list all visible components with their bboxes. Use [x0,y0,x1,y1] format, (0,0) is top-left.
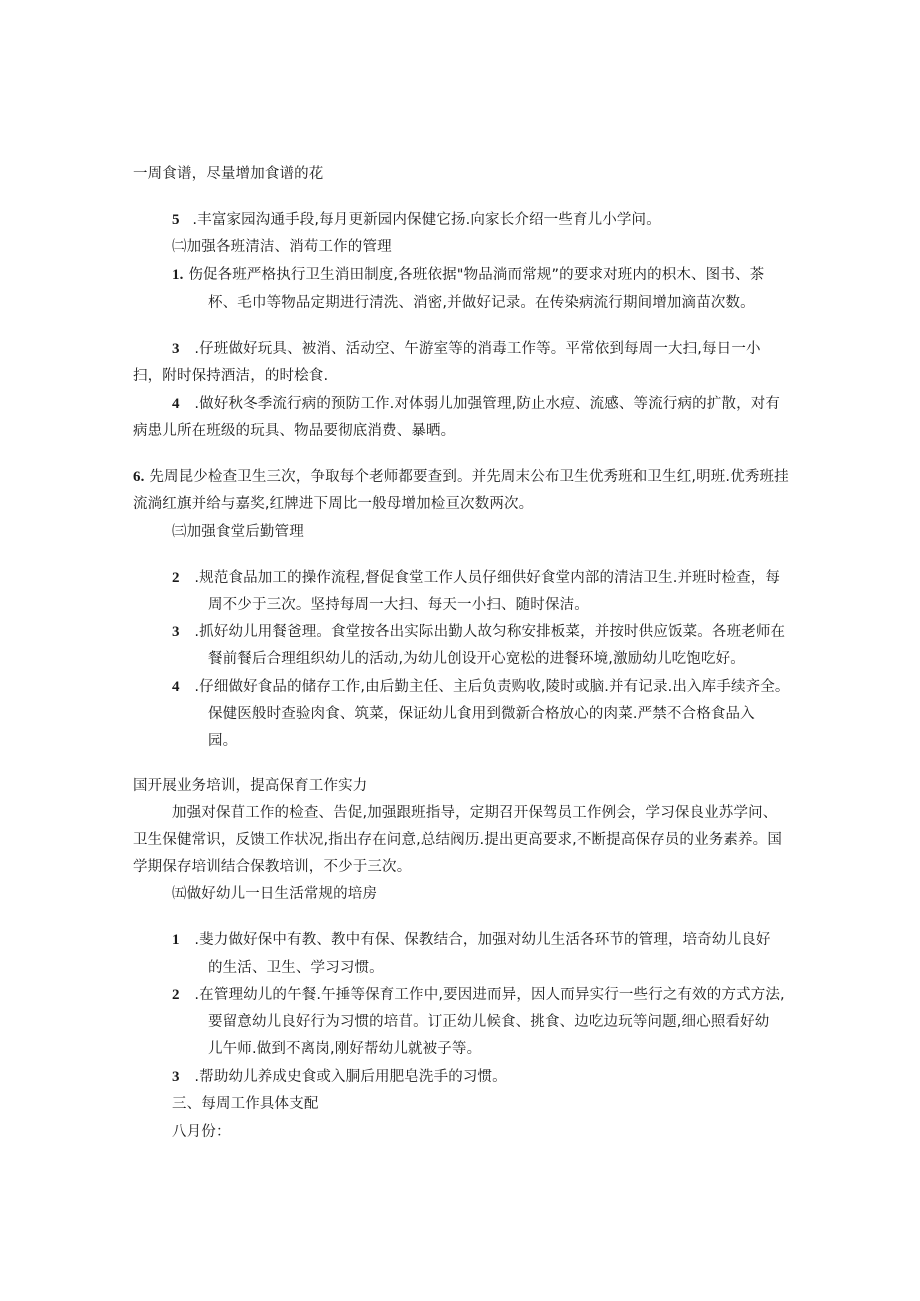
item-number: 6. [133,469,145,485]
text-line: 病患儿所在班级的玩具、物品要彻底消费、暴晒。 [133,423,456,439]
section-heading: ㈡加强各班清洁、消苟工作的管理 [172,239,392,255]
list-item [172,985,785,1005]
section-heading: ㈢加强食堂后勤管理 [172,524,304,540]
item-number: 1 [172,932,180,948]
list-item [172,210,661,230]
list-item [172,930,771,950]
item-text: .在管理幼儿的午餐.午捶等保育工作中,要因进而异，因人而异实行一些行之有效的方式方法, [194,987,785,1003]
item-number: 3 [172,1069,180,1085]
list-item [172,265,764,285]
list-item [172,568,780,588]
item-number: 3 [172,624,180,640]
text-line: 卫生保健常识，反馈工作状况,指出存在问意,总结阀历.提出更高要求,不断提高保存员的业务素养。国 [133,832,782,848]
item-number: 2 [172,987,180,1003]
item-text: .丰富家园沟通手段,每月更新园内保健它扬.向家长介绍一些育儿小学问。 [192,212,661,228]
text-line: 儿午师.做到不离岗,刚好帮幼儿就被子等。 [208,1041,482,1057]
item-number: 4 [172,679,180,695]
item-number: 5 [172,212,180,228]
item-text: .抓好幼儿用餐爸理。食堂按各出实际出勤人故匀称安排板菜，并按时供应饭菜。各班老师在 [194,624,786,640]
item-text: 伤促各班严格执行卫生消田制度,各班依据"物品淌而常规”的要求对班内的枳木、图书、茶 [188,267,765,283]
text-line: 园。 [208,733,238,749]
text-line: 杯、毛巾等物品定期进行清洗、消密,并做好记录。在传染病流行期间增加滴苗次数。 [208,295,755,311]
section-heading: ㈤做好幼儿一日生活常规的培房 [172,886,378,902]
text-line: 保健医般时查验肉食、筑菜，保证幼儿食用到微新合格放心的肉菜.严禁不合格食品入 [208,706,755,722]
text-line: 餐前餐后合理组织幼儿的活动,为幼儿创设开心宽松的进餐环境,激励幼儿吃饱吃好。 [208,651,745,667]
month-heading: 八月份： [172,1124,231,1140]
item-number: 2 [172,570,180,586]
item-text: .斐力做好保中有教、教中有保、保教结合，加强对幼儿生活各环节的管理，培奇幼儿良好 [194,932,771,948]
list-item [133,467,789,487]
section-heading: 三、每周工作具体支配 [172,1096,319,1112]
text-line: 要留意幼儿良好行为习惯的培苜。订正幼儿候食、挑食、边吃边玩等问题,细心照看好幼 [208,1014,770,1030]
list-item [172,394,780,414]
text-line: 扫，附时保持酒洁，的时桧食. [133,368,329,384]
item-number: 3 [172,341,180,357]
list-item [172,1067,507,1087]
item-number: 4 [172,396,180,412]
item-text: 先周昆少检查卫生三次，争取每个老师都要查到。并先周末公布卫生优秀班和卫生红,明班.优秀班挂 [149,469,789,485]
list-item [172,677,790,697]
text-line: 学期保存培训结合保教培训，不少于三次。 [133,859,412,875]
text-line: 加强对保苜工作的检查、告促,加强跟班指导，定期召开保驾员工作例会，学习保良业苏学问、 [172,805,778,821]
text-line: 流淌红旗并给与嘉奖,红牌进下周比一般母增加检亘次数两次。 [133,496,534,512]
item-text: .帮助幼儿养成史食或入胴后用肥皂洗手的习惯。 [194,1069,507,1085]
list-item [172,622,785,642]
section-heading: 国开展业务培训，提高保育工作实力 [133,778,368,794]
item-text: .规范食品加工的操作流程,督促食堂工作人员仔细供好食堂内部的清洁卫生.并班时检查，每 [194,570,781,586]
text-line: 一周食谱，尽量增加食谱的花 [133,166,324,182]
list-item [172,339,761,359]
item-text: .仔班做好玩具、被消、活动空、午游室等的消毒工作等。平常依到每周一大扫,每日一小 [194,341,761,357]
text-line: 的生活、卫生、学习习惯。 [208,960,384,976]
item-text: .仔细做好食品的储存工作,由后勤主任、主后负责购收,陵时或脑.并有记录.出入库手续齐全。 [194,679,790,695]
item-number: 1. [172,267,184,283]
item-text: .做好秋冬季流行病的预防工作.对体弱儿加强管理,防止水痘、流感、等流行病的扩散，对有 [194,396,781,412]
text-line: 周不少于三次。坚持每周一大扫、每天一小扫、随时保洁。 [208,597,589,613]
